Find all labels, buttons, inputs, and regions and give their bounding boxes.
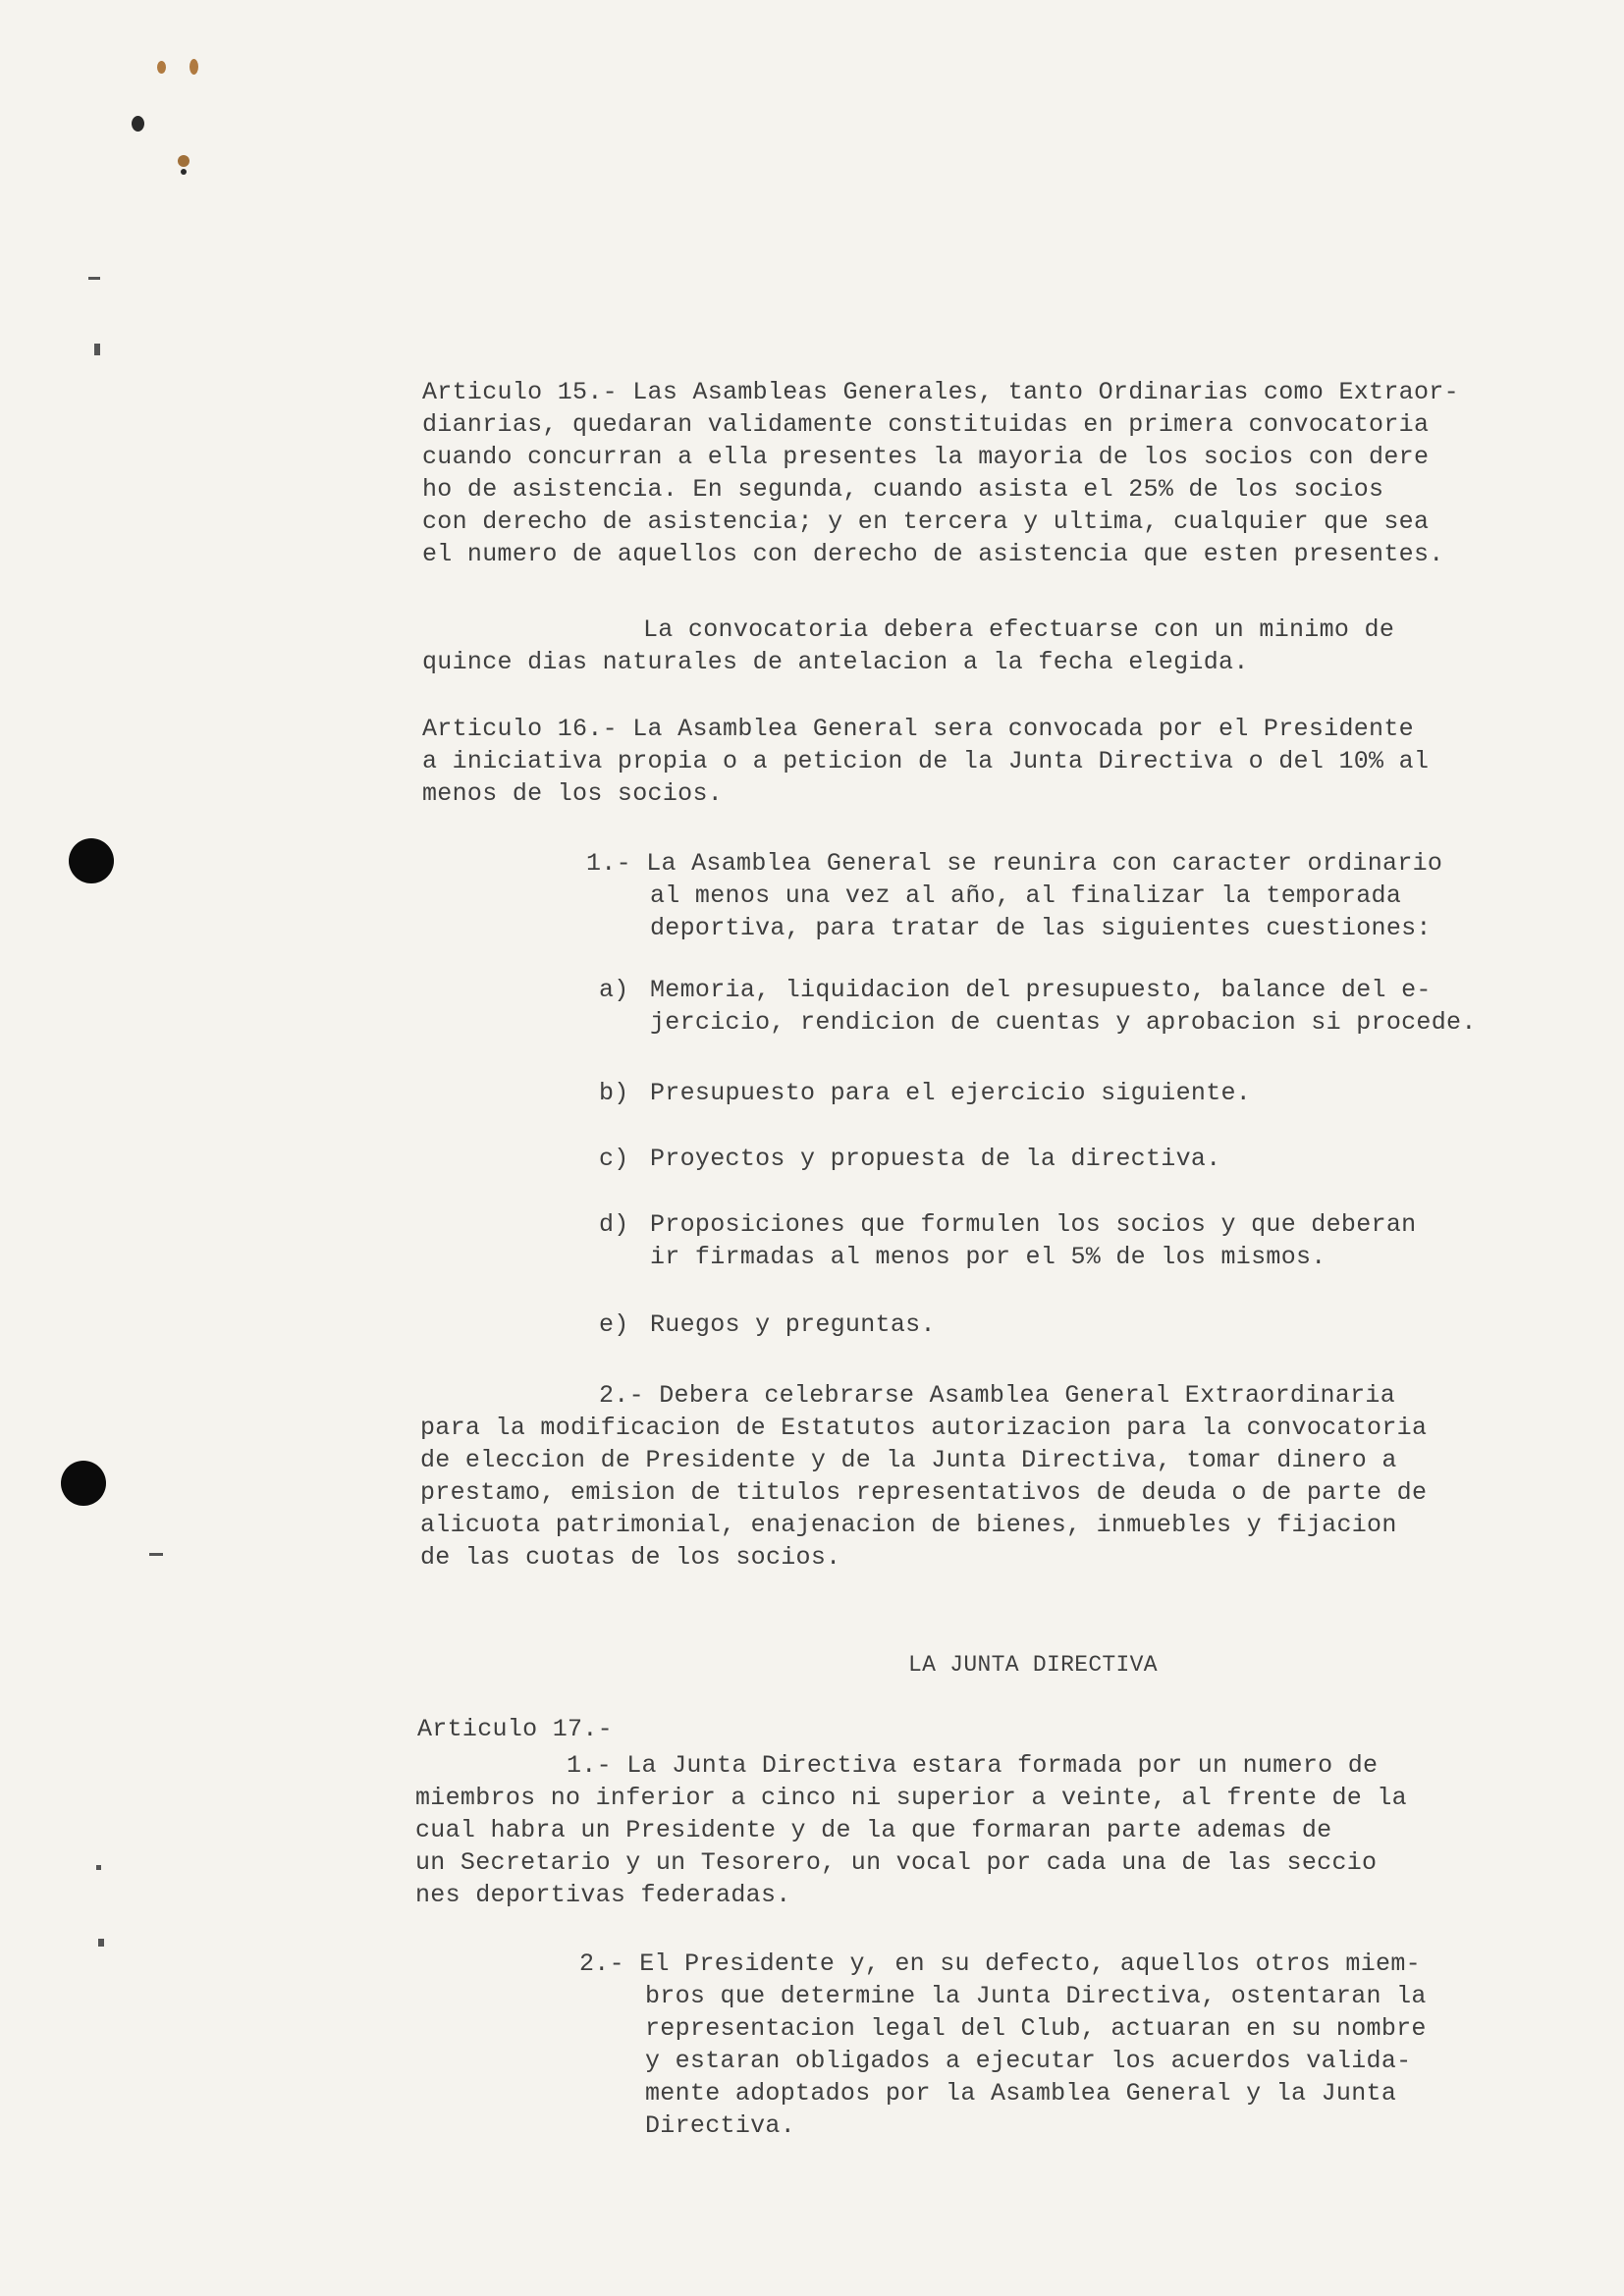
punch-hole [61, 1461, 106, 1506]
text-line: La convocatoria debera efectuarse con un minimo de [643, 615, 1395, 644]
text-line: ir firmadas al menos por el 5% de los mismos. [650, 1243, 1326, 1271]
text-line: 1.- La Asamblea General se reunira con caracter ordinario [586, 849, 1443, 878]
item-letter: a) [599, 976, 629, 1004]
text-line: y estaran obligados a ejecutar los acuerdos valida- [645, 2047, 1412, 2075]
punch-hole [69, 838, 114, 883]
margin-mark [88, 277, 100, 280]
text-line: Proposiciones que formulen los socios y que deberan [650, 1210, 1417, 1239]
text-line: de eleccion de Presidente y de la Junta Directiva, tomar dinero a [420, 1446, 1397, 1474]
text-line: Articulo 15.- Las Asambleas Generales, tanto Ordinarias como Extraor- [422, 378, 1459, 406]
text-line: de las cuotas de los socios. [420, 1543, 841, 1572]
text-line: mente adoptados por la Asamblea General y la Junta [645, 2079, 1397, 2108]
ink-speck [178, 155, 189, 167]
text-line: representacion legal del Club, actuaran en su nombre [645, 2014, 1427, 2043]
text-line: jercicio, rendicion de cuentas y aprobacion si procede. [650, 1008, 1477, 1037]
margin-mark [94, 344, 100, 355]
text-line: cual habra un Presidente y de la que formaran parte ademas de [415, 1816, 1332, 1844]
item-letter: c) [599, 1145, 629, 1173]
text-line: nes deportivas federadas. [415, 1881, 791, 1909]
item-letter: e) [599, 1310, 629, 1339]
margin-mark [149, 1553, 163, 1556]
text-line: prestamo, emision de titulos representativos de deuda o de parte de [420, 1478, 1428, 1507]
text-line: 2.- Debera celebrarse Asamblea General Extraordinaria [599, 1381, 1396, 1410]
text-line: miembros no inferior a cinco ni superior a veinte, al frente de la [415, 1784, 1407, 1812]
text-line: para la modificacion de Estatutos autorizacion para la convocatoria [420, 1414, 1428, 1442]
text-line: un Secretario y un Tesorero, un vocal por cada una de las seccio [415, 1848, 1378, 1877]
text-line: Ruegos y preguntas. [650, 1310, 936, 1339]
margin-mark [98, 1939, 104, 1947]
text-line: menos de los socios. [422, 779, 724, 808]
ink-speck [132, 116, 144, 132]
text-line: alicuota patrimonial, enajenacion de bienes, inmuebles y fijacion [420, 1511, 1397, 1539]
text-line: al menos una vez al año, al finalizar la temporada [650, 881, 1402, 910]
text-line: bros que determine la Junta Directiva, ostentaran la [645, 1982, 1427, 2010]
text-line: Presupuesto para el ejercicio siguiente. [650, 1079, 1252, 1107]
item-letter: d) [599, 1210, 629, 1239]
ink-speck [189, 59, 198, 75]
margin-mark [96, 1865, 101, 1870]
text-line: cuando concurran a ella presentes la mayoria de los socios con dere [422, 443, 1430, 471]
text-line: a iniciativa propia o a peticion de la Junta Directiva o del 10% al [422, 747, 1430, 775]
article-heading: Articulo 17.- [417, 1715, 613, 1743]
text-line: Directiva. [645, 2111, 796, 2140]
text-line: deportiva, para tratar de las siguientes cuestiones: [650, 914, 1432, 942]
text-line: con derecho de asistencia; y en tercera y ultima, cualquier que sea [422, 507, 1430, 536]
text-line: Memoria, liquidacion del presupuesto, balance del e- [650, 976, 1432, 1004]
ink-speck [181, 169, 187, 175]
ink-speck [157, 61, 166, 74]
section-heading: LA JUNTA DIRECTIVA [908, 1652, 1158, 1678]
item-letter: b) [599, 1079, 629, 1107]
text-line: ho de asistencia. En segunda, cuando asista el 25% de los socios [422, 475, 1384, 504]
text-line: Proyectos y propuesta de la directiva. [650, 1145, 1221, 1173]
text-line: 1.- La Junta Directiva estara formada por un numero de [567, 1751, 1379, 1780]
text-line: 2.- El Presidente y, en su defecto, aquellos otros miem- [579, 1949, 1421, 1978]
text-line: quince dias naturales de antelacion a la fecha elegida. [422, 648, 1249, 676]
text-line: dianrias, quedaran validamente constituidas en primera convocatoria [422, 410, 1430, 439]
text-line: Articulo 16.- La Asamblea General sera convocada por el Presidente [422, 715, 1414, 743]
text-line: el numero de aquellos con derecho de asistencia que esten presentes. [422, 540, 1444, 568]
